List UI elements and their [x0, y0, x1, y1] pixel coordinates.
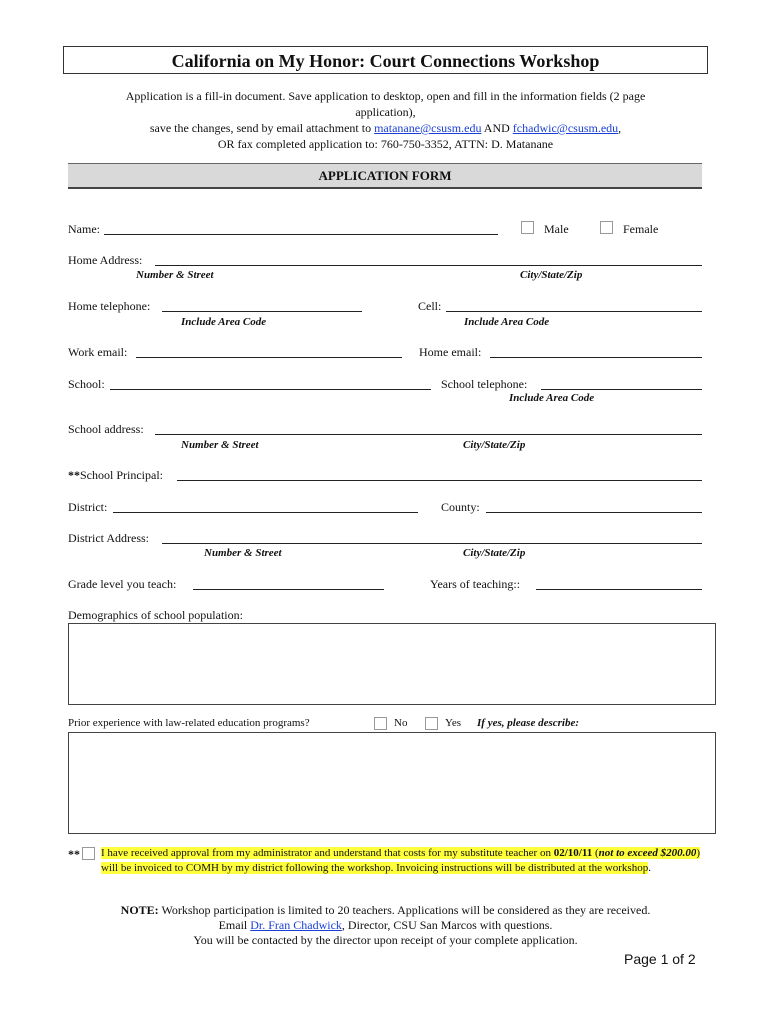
home-address-field[interactable]	[155, 265, 702, 266]
approval-text-pre: I have received approval from my administrator and understand that costs for my substitute teacher on	[101, 847, 554, 859]
grade-level-field[interactable]	[193, 589, 384, 590]
prior-experience-textarea[interactable]	[68, 732, 716, 834]
male-label: Male	[544, 222, 569, 236]
name-field[interactable]	[104, 234, 498, 235]
approval-period: .	[648, 862, 651, 874]
school-telephone-field[interactable]	[541, 389, 702, 390]
school-principal-marker: **	[68, 468, 80, 482]
email-line-pre: Email	[218, 918, 251, 932]
male-checkbox[interactable]	[521, 221, 534, 234]
school-address-street-hint: Number & Street	[181, 439, 259, 451]
home-telephone-hint: Include Area Code	[181, 316, 267, 328]
district-address-label: District Address:	[68, 531, 149, 545]
years-teaching-field[interactable]	[536, 589, 702, 590]
school-principal-label	[68, 468, 163, 483]
county-label: County:	[441, 500, 480, 514]
form-heading: APPLICATION FORM	[68, 163, 702, 189]
home-address-label: Home Address:	[68, 253, 143, 267]
email-line	[63, 918, 708, 933]
school-address-label: School address:	[68, 422, 144, 436]
cell-label: Cell:	[418, 299, 442, 313]
approval-checkbox[interactable]	[82, 847, 95, 860]
page-title: California on My Honor: Court Connections Workshop	[63, 46, 708, 74]
name-label: Name:	[68, 222, 100, 236]
work-email-field[interactable]	[136, 357, 402, 358]
intro-line-2: application),	[355, 105, 416, 119]
prior-experience-yes-checkbox[interactable]	[425, 717, 438, 730]
home-email-label: Home email:	[419, 345, 482, 359]
district-address-street-hint: Number & Street	[204, 547, 282, 559]
prior-experience-no-label: No	[394, 717, 408, 729]
note-label: NOTE:	[120, 903, 159, 917]
county-field[interactable]	[486, 512, 702, 513]
home-telephone-field[interactable]	[162, 311, 362, 312]
note-text: Workshop participation is limited to 20 teachers. Applications will be considered as they are received.	[158, 903, 651, 917]
email-link-matanane[interactable]: matanane@csusm.edu	[374, 121, 482, 135]
school-telephone-label: School telephone:	[441, 377, 528, 391]
cell-field[interactable]	[446, 311, 702, 312]
page-number: Page 1 of 2	[624, 951, 696, 967]
demographics-label: Demographics of school population:	[68, 608, 243, 622]
approval-not-exceed: not to exceed $200.00	[598, 847, 697, 859]
prior-experience-label: Prior experience with law-related education programs?	[68, 717, 310, 729]
home-email-field[interactable]	[490, 357, 702, 358]
school-field[interactable]	[110, 389, 431, 390]
female-checkbox[interactable]	[600, 221, 613, 234]
footer-note	[63, 903, 708, 948]
note-line	[63, 903, 708, 918]
prior-experience-no-checkbox[interactable]	[374, 717, 387, 730]
school-address-field[interactable]	[155, 434, 702, 435]
intro-line-3	[63, 120, 708, 136]
years-teaching-label: Years of teaching::	[430, 577, 521, 591]
home-address-street-hint: Number & Street	[136, 269, 214, 281]
intro-line-3-post: ,	[618, 121, 622, 135]
district-label: District:	[68, 500, 108, 514]
contact-line: You will be contacted by the director upon receipt of your complete application.	[193, 933, 578, 947]
school-telephone-hint: Include Area Code	[509, 392, 595, 404]
intro-line-1: Application is a fill-in document. Save application to desktop, open and fill in the information fields (2 page	[125, 89, 646, 103]
cell-hint: Include Area Code	[464, 316, 550, 328]
intro-line-4: OR fax completed application to: 760-750-3352, ATTN: D. Matanane	[217, 137, 554, 151]
approval-text-open: (	[592, 847, 599, 859]
intro-text	[63, 88, 708, 152]
school-principal-text: School Principal:	[80, 468, 163, 482]
approval-text-post: ) will be invoiced to COMH by my district following the workshop. Invoicing instructions will be distributed at the workshop	[101, 847, 701, 874]
school-label: School:	[68, 377, 105, 391]
district-address-city-hint: City/State/Zip	[463, 547, 526, 559]
female-label: Female	[623, 222, 659, 236]
work-email-label: Work email:	[68, 345, 128, 359]
district-field[interactable]	[113, 512, 418, 513]
approval-statement	[101, 846, 711, 876]
intro-line-3-pre: save the changes, send by email attachment to	[149, 121, 375, 135]
contact-link-chadwick[interactable]: Dr. Fran Chadwick	[250, 918, 342, 932]
if-yes-describe-label: If yes, please describe:	[477, 717, 580, 729]
approval-marker: **	[68, 847, 80, 861]
grade-level-label: Grade level you teach:	[68, 577, 177, 591]
email-line-post: , Director, CSU San Marcos with questions.	[341, 918, 553, 932]
home-address-city-hint: City/State/Zip	[520, 269, 583, 281]
intro-line-3-mid: AND	[481, 121, 513, 135]
prior-experience-yes-label: Yes	[445, 717, 462, 729]
district-address-field[interactable]	[162, 543, 702, 544]
home-telephone-label: Home telephone:	[68, 299, 151, 313]
school-principal-field[interactable]	[177, 480, 702, 481]
demographics-textarea[interactable]	[68, 623, 716, 705]
email-link-chadwic[interactable]: fchadwic@csusm.edu	[512, 121, 619, 135]
approval-date: 02/10/11	[553, 847, 593, 859]
school-address-city-hint: City/State/Zip	[463, 439, 526, 451]
